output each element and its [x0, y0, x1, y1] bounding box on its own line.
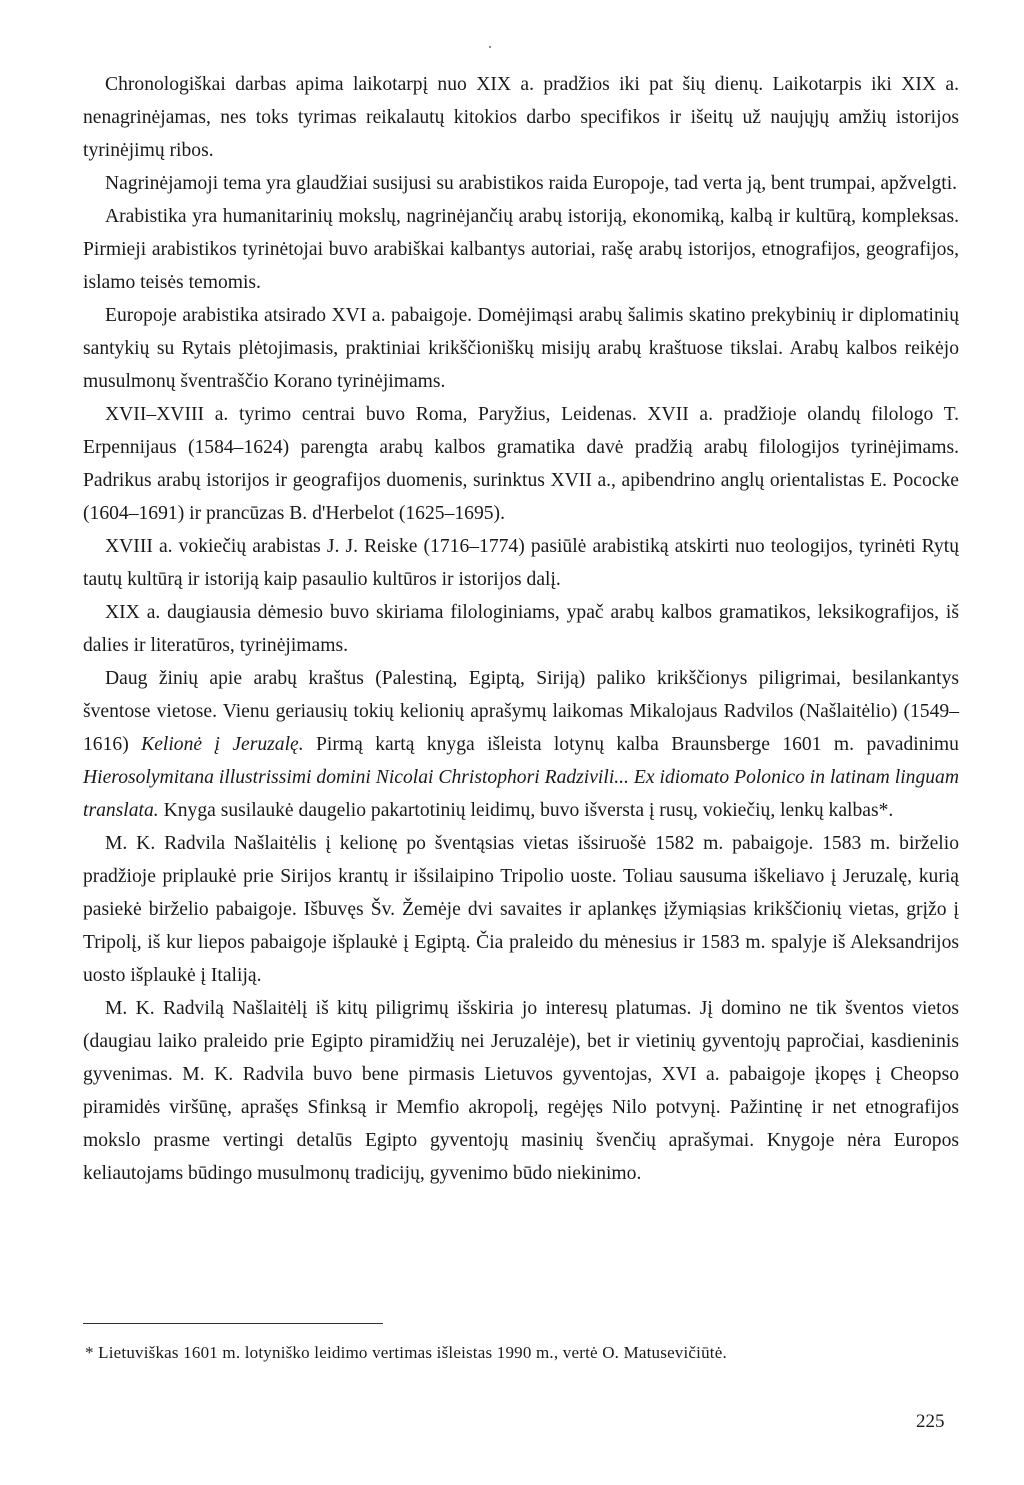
book-title: Kelionė į Jeruzalę. — [141, 734, 304, 755]
paragraph: Arabistika yra humanitarinių mokslų, nagrinėjančių arabų istoriją, ekonomiką, kalbą ir kultūrą, kompleksas. Pirmieji arabistikos tyrinėtojai buvo arabiškai kalbantys autoriai, rašę arabų istorijos, etnografijos, geografijos, islamo teisės temomis. — [83, 206, 959, 293]
paragraph: Europoje arabistika atsirado XVI a. pabaigoje. Domėjimąsi arabų šalimis skatino prekybinių ir diplomatinių santykių su Rytais plėtojimasis, praktiniai krikščioniškų misijų arabų kraštuose tikslai. Arabų kalbos reikėjo musulmonų šventraščio Korano tyrinėjimams. — [83, 305, 959, 392]
page-body — [83, 68, 959, 1190]
paragraph: XVII–XVIII a. tyrimo centrai buvo Roma, Paryžius, Leidenas. XVII a. pradžioje olandų filologo T. Erpennijaus (1584–1624) parengta arabų kalbos gramatika davė pradžią arabų filologijos tyrinėjimams. Padrikus arabų istorijos ir geografijos duomenis, surinktus XVII a., apibendrino anglų orientalistas E. Pococke (1604–1691) ir prancūzas B. d'Herbelot (1625–1695). — [83, 404, 959, 524]
paragraph-text: Pirmą kartą knyga išleista lotynų kalba Braunsberge 1601 m. pavadinimu — [303, 734, 959, 755]
paragraph: M. K. Radvilą Našlaitėlį iš kitų piligrimų išskiria jo interesų platumas. Jį domino ne tik šventos vietos (daugiau laiko praleido prie Egipto piramidžių nei Jeruzalėje), bet ir vietinių gyventojų papročiai, kasdieninis gyvenimas. M. K. Radvila buvo bene pirmasis Lietuvos gyventojas, XVI a. pabaigoje įkopęs į Cheopso piramidės viršūnę, aprašęs Sfinksą ir Memfio akropolį, regėjęs Nilo potvynį. Pažintinę ir net etnografijos mokslo prasme vertingi detalūs Egipto gyventojų masinių švenčių aprašymai. Knygoje nėra Europos keliautojams būdingo musulmonų tradicijų, gyvenimo būdo niekinimo. — [83, 998, 959, 1184]
page-number: 225 — [916, 1411, 945, 1432]
paragraph: XVIII a. vokiečių arabistas J. J. Reiske (1716–1774) pasiūlė arabistiką atskirti nuo teologijos, tyrinėti Rytų tautų kultūrą ir istoriją kaip pasaulio kultūros ir istorijos dalį. — [83, 536, 959, 590]
footnote: * Lietuviškas 1601 m. lotyniško leidimo vertimas išleistas 1990 m., vertė O. Matusevičiūtė. — [85, 1343, 727, 1362]
paragraph-text: Knyga susilaukė daugelio pakartotinių leidimų, buvo išversta į rusų, vokiečių, lenkų kalbas*. — [158, 800, 894, 821]
paragraph-text: Daug žinių apie arabų kraštus (Palestiną, Egiptą, Siriją) paliko krikščionys piligrimai, besilankantys šventose vietose. Vienu geriausių tokių kelionių aprašymų laikomas Mikalojaus Radvilos (Našlaitėlio) (1549–1616) — [83, 668, 959, 755]
scan-speck — [489, 46, 491, 48]
paragraph: Nagrinėjamoji tema yra glaudžiai susijusi su arabistikos raida Europoje, tad verta ją, bent trumpai, apžvelgti. — [105, 173, 958, 194]
footnote-divider — [83, 1323, 383, 1324]
paragraph-radvila-book — [83, 662, 959, 827]
paragraph: Chronologiškai darbas apima laikotarpį nuo XIX a. pradžios iki pat šių dienų. Laikotarpis iki XIX a. nenagrinėjamas, nes toks tyrimas reikalautų kitokios darbo specifikos ir išeitų už naujųjų amžių istorijos tyrinėjimų ribos. — [83, 74, 959, 161]
paragraph: XIX a. daugiausia dėmesio buvo skiriama filologiniams, ypač arabų kalbos gramatikos, leksikografijos, iš dalies ir literatūros, tyrinėjimams. — [83, 602, 959, 656]
latin-title: Hierosolymitana illustrissimi domini Nicolai Christophori Radzivili... Ex idiomato Polonico in latinam linguam translata. — [83, 767, 959, 821]
paragraph: M. K. Radvila Našlaitėlis į kelionę po šventąsias vietas išsiruošė 1582 m. pabaigoje. 1583 m. birželio pradžioje priplaukė prie Sirijos krantų ir išsilaipino Tripolio uoste. Toliau sausuma iškeliavo į Jeruzalę, kurią pasiekė birželio pabaigoje. Išbuvęs Šv. Žemėje dvi savaites ir aplankęs įžymiąsias krikščionių vietas, grįžo į Tripolį, iš kur liepos pabaigoje išplaukė į Egiptą. Čia praleido du mėnesius ir 1583 m. spalyje iš Aleksandrijos uosto išplaukė į Italiją. — [83, 833, 959, 986]
